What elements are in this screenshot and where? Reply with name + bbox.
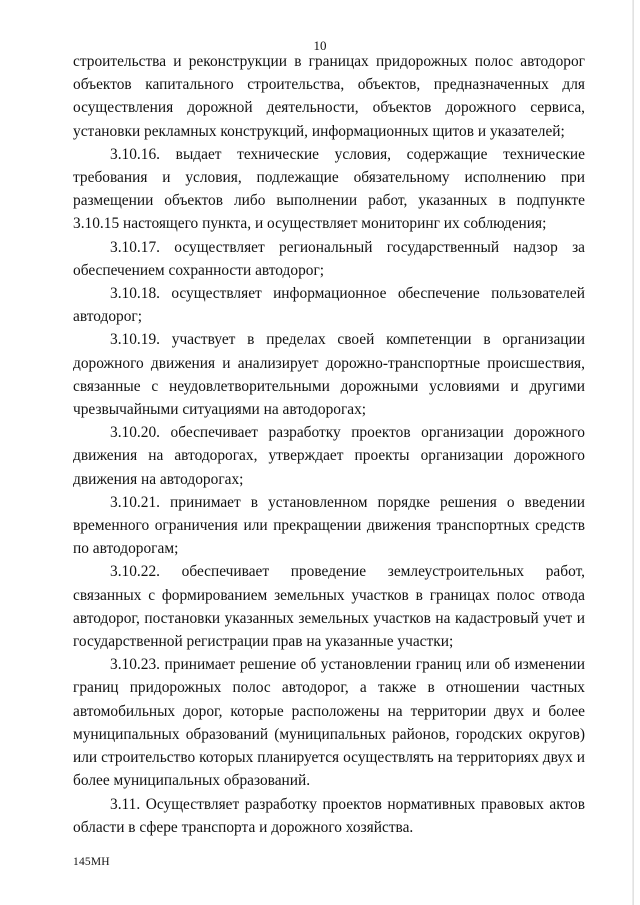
footer-document-code: 145МН (73, 856, 110, 868)
paragraph-3-10-21: 3.10.21. принимает в установленном порядке решения о введении временного ограничения или прекращении движения транспортных средств по автодорогам; (73, 493, 585, 558)
paragraph-3-10-19: 3.10.19. участвует в пределах своей компетенции в организации дорожного движения и анализирует дорожно-транспортные происшествия, связанные с неудовлетворительными дорожными условиями и другими чрезвычайными ситуациями на автодорогах; (73, 331, 585, 419)
paragraph-continuation: строительства и реконструкции в границах придорожных полос автодорог объектов капитального строительства, объектов, предназначенных для осуществления дорожной деятельности, объектов дорожного сервиса, установки рекламных конструкций, информационных щитов и указателей; (73, 53, 585, 140)
paragraph-3-10-22: 3.10.22. обеспечивает проведение землеустроительных работ, связанных с формированием земельных участков в границах полос отвода автодорог, постановки указанных земельных участков на кадастровый учет и государственной регистрации прав на указанные участки; (73, 563, 585, 651)
page-edge-shadow (632, 0, 634, 905)
paragraph-3-11: 3.11. Осуществляет разработку проектов нормативных правовых актов области в сфере транспорта и дорожного хозяйства. (73, 795, 585, 836)
document-body (73, 50, 585, 839)
paragraph-3-10-16: 3.10.16. выдает технические условия, содержащие технические требования и условия, подлежащие обязательному исполнению при размещении объектов либо выполнении работ, указанных в подпункте 3.10.15 настоящего пункта, и осуществляет мониторинг их соблюдения; (73, 145, 585, 233)
paragraph-3-10-17: 3.10.17. осуществляет региональный государственный надзор за обеспечением сохранности автодорог; (73, 238, 585, 279)
paragraph-3-10-23: 3.10.23. принимает решение об установлении границ или об изменении границ придорожных полос автодорог, а также в отношении частных автомобильных дорог, которые расположены на территории двух и более муниципальных образований (муниципальных районов, городских округов) или строительство которых планируется осуществлять на территориях двух и более муниципальных образований. (73, 656, 585, 790)
page-number: 10 (313, 38, 327, 53)
paragraph-3-10-18: 3.10.18. осуществляет информационное обеспечение пользователей автодорог; (73, 285, 585, 326)
paragraph-3-10-20: 3.10.20. обеспечивает разработку проектов организации дорожного движения на автодорогах, утверждает проекты организации дорожного движения на автодорогах; (73, 424, 585, 488)
